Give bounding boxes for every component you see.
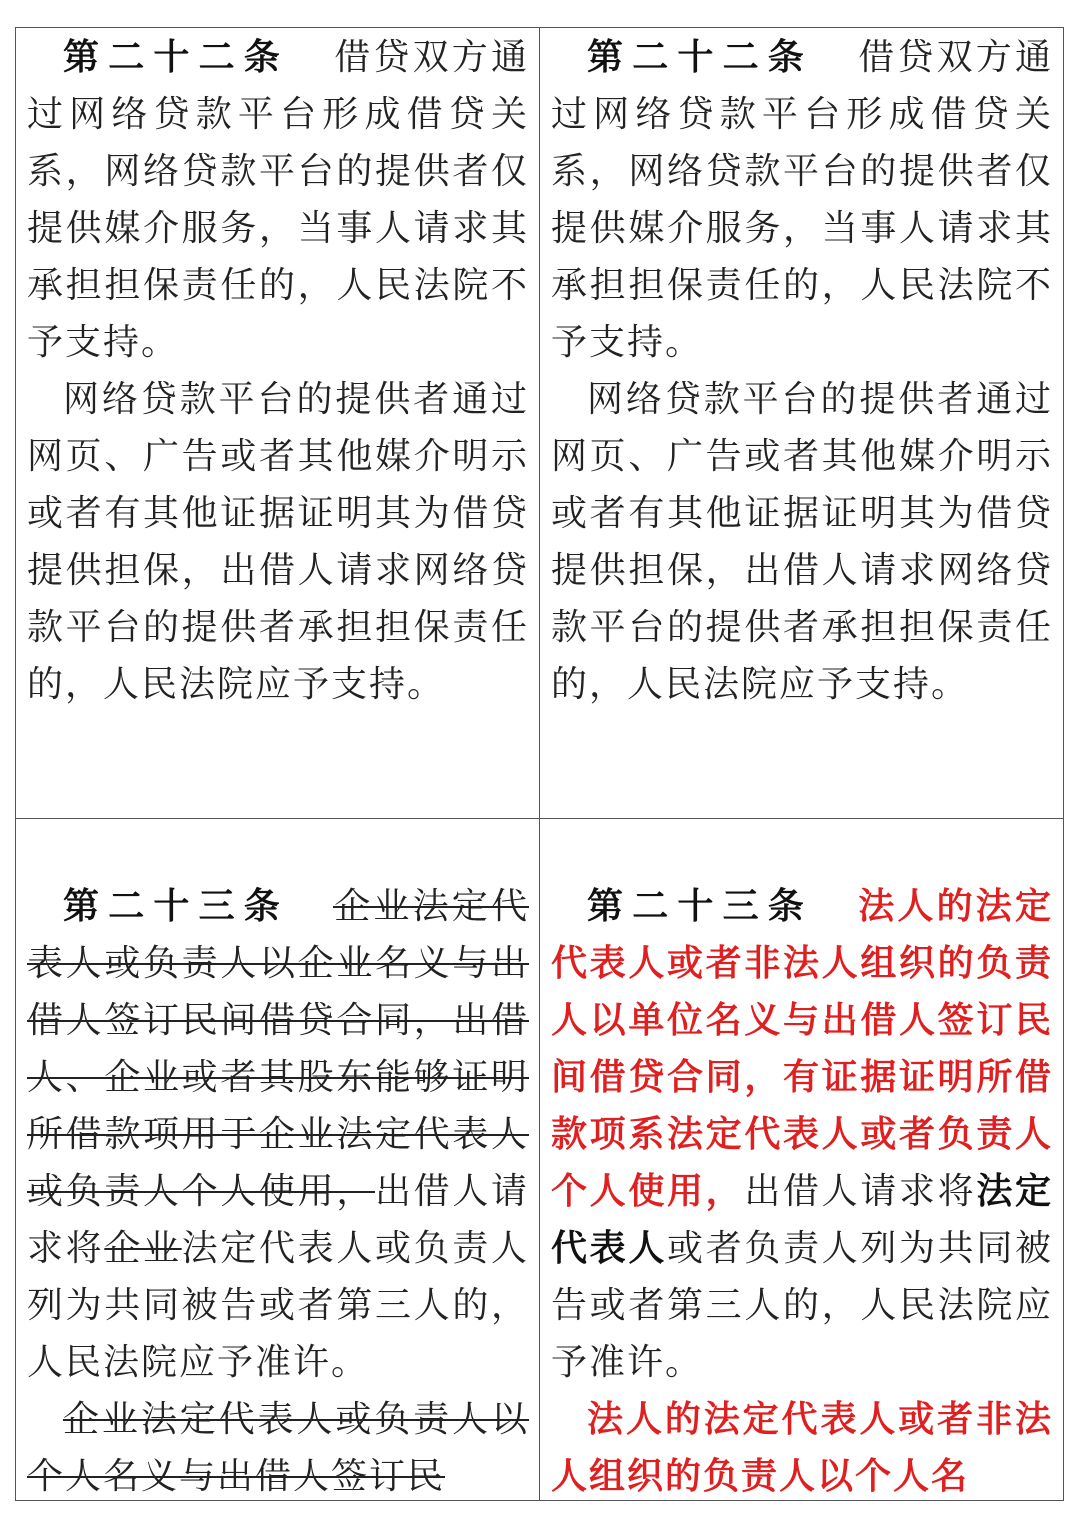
row-divider	[15, 818, 1064, 819]
article-23-original-paragraph-2	[27, 1391, 529, 1498]
article-22-original-paragraph-1	[27, 29, 529, 371]
added-text: 法人的法定代表人或者非法人组织的负责人以单位名义与出借人签订民间借贷合同，有证据证明所借款项系法定代表人或者负责人个人使用，	[551, 886, 1053, 1212]
paragraph-text: 借贷双方通过网络贷款平台形成借贷关系，网络贷款平台的提供者仅提供媒介服务，当事人请求其承担担保责任的，人民法院不予支持。	[551, 37, 1053, 363]
emphasized-text: 法定代表人	[551, 1171, 1053, 1269]
original-article-23-cell	[27, 878, 529, 1498]
article-heading: 第二十二条	[587, 37, 813, 78]
column-divider	[539, 27, 540, 1501]
article-heading: 第二十二条	[63, 37, 289, 78]
article-23-revised-paragraph-1	[551, 878, 1053, 1391]
paragraph-text: 网络贷款平台的提供者通过网页、广告或者其他媒介明示或者有其他证据证明其为借贷提供担保，出借人请求网络贷款平台的提供者承担担保责任的，人民法院应予支持。	[551, 379, 1053, 705]
original-article-22-cell	[27, 29, 529, 809]
paragraph-text: 出借人请求将	[744, 1171, 977, 1212]
deleted-text: 企业	[104, 1228, 182, 1269]
revised-article-23-cell	[551, 878, 1053, 1498]
article-23-original-paragraph-1	[27, 878, 529, 1391]
deleted-text: 企业法定代表人或负责人以个人名义与出借人签订民	[27, 1399, 529, 1497]
article-heading: 第二十三条	[63, 886, 289, 927]
paragraph-text: 网络贷款平台的提供者通过网页、广告或者其他媒介明示或者有其他证据证明其为借贷提供担保，出借人请求网络贷款平台的提供者承担担保责任的，人民法院应予支持。	[27, 379, 529, 705]
paragraph-text: 法定代表人或负责人列为共同被告或者第三人的，人民法院应予准许。	[27, 1228, 529, 1383]
paragraph-text: 或者负责人列为共同被告或者第三人的，人民法院应予准许。	[551, 1228, 1053, 1383]
paragraph-text: 出借人请求将	[27, 1171, 529, 1269]
article-heading: 第二十三条	[587, 886, 813, 927]
article-22-revised-paragraph-1	[551, 29, 1053, 371]
deleted-text: 企业法定代表人或负责人以企业名义与出借人签订民间借贷合同，出借人、企业或者其股东能够证明所借款项用于企业法定代表人或负责人个人使用，	[27, 886, 529, 1212]
article-23-revised-paragraph-2	[551, 1391, 1053, 1498]
revised-article-22-cell	[551, 29, 1053, 809]
added-text: 法人的法定代表人或者非法人组织的负责人以个人名	[551, 1399, 1053, 1497]
paragraph-text: 借贷双方通过网络贷款平台形成借贷关系，网络贷款平台的提供者仅提供媒介服务，当事人请求其承担担保责任的，人民法院不予支持。	[27, 37, 529, 363]
